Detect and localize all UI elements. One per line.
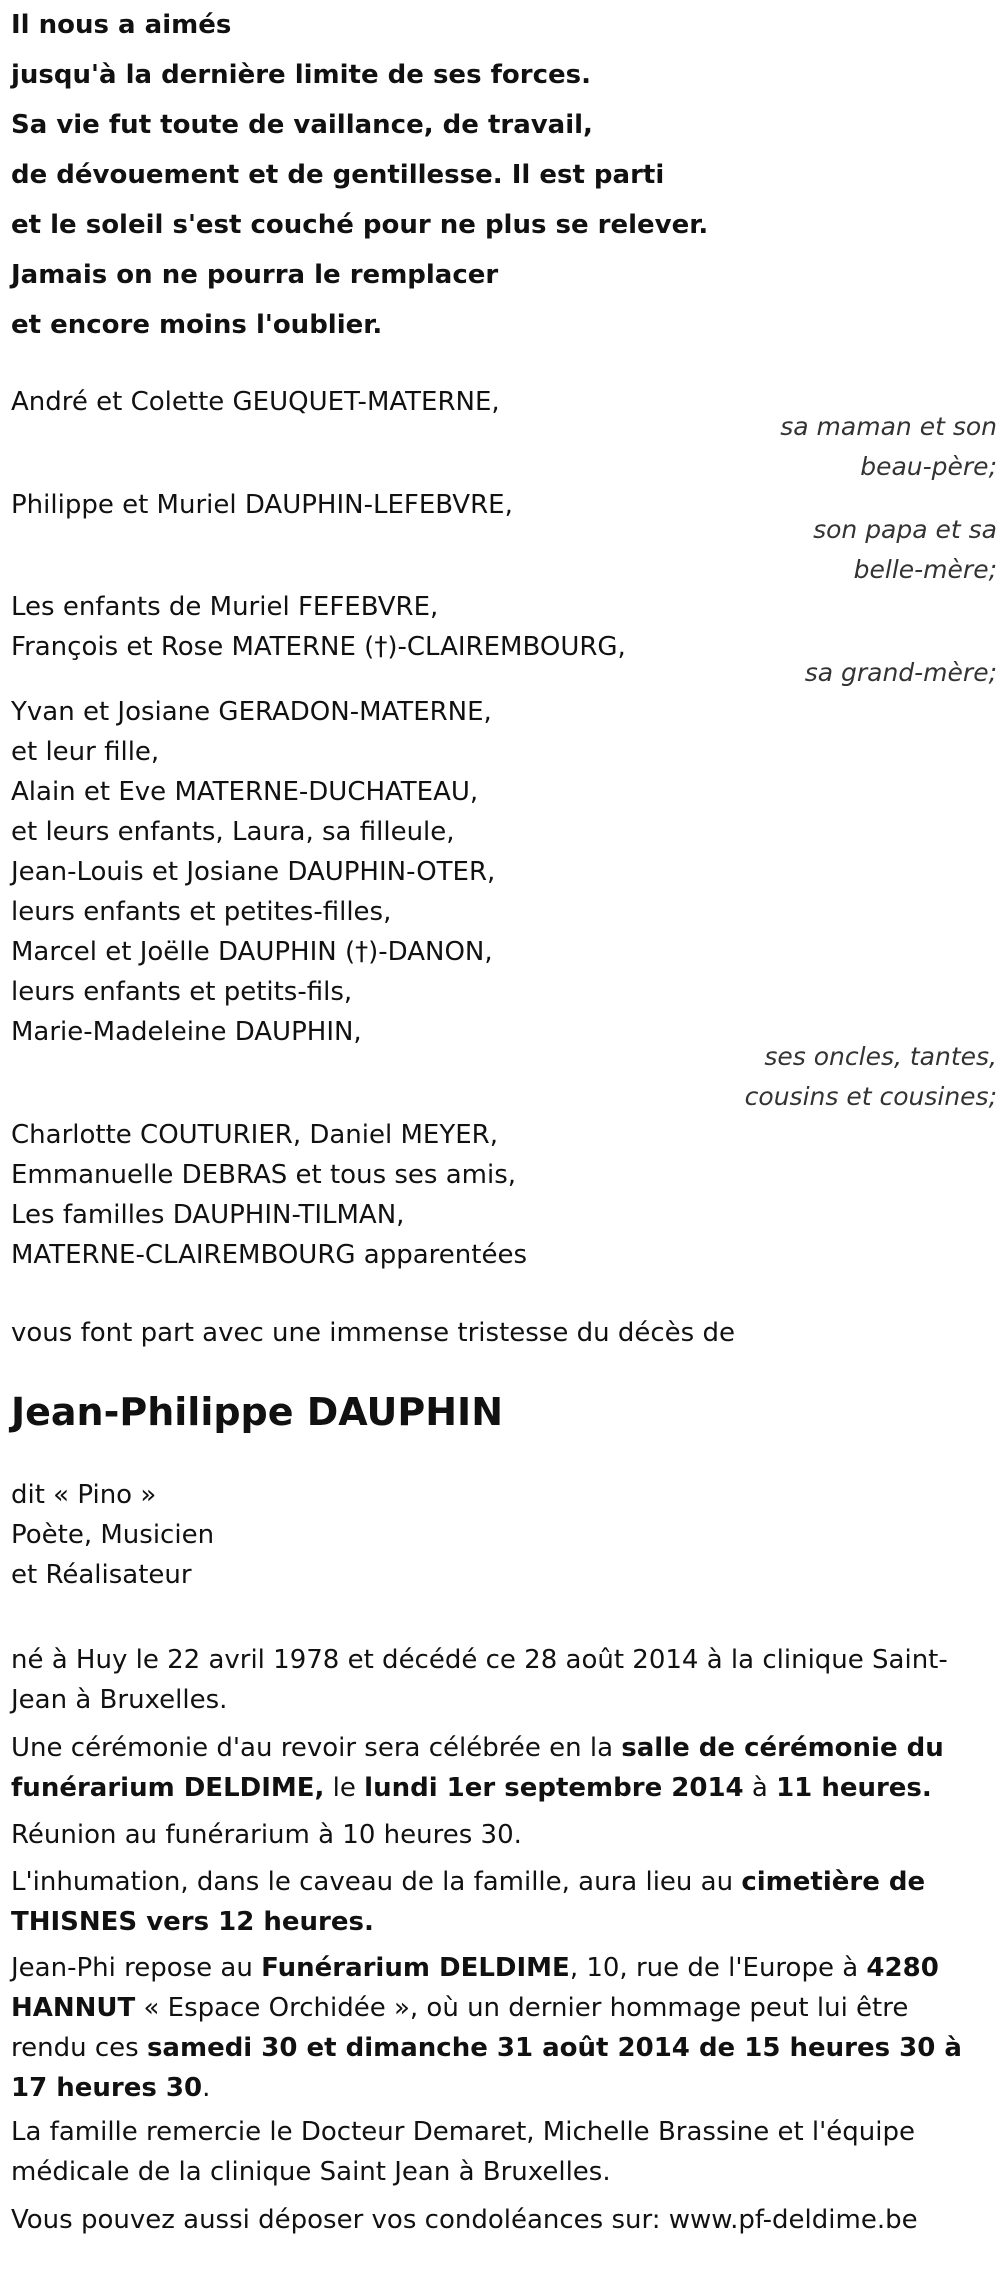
family-father: Philippe et Muriel DAUPHIN-LEFEBVRE, [11, 490, 513, 520]
relation-label: sa grand-mère; [804, 658, 997, 687]
friend-line: Charlotte COUTURIER, Daniel MEYER, [11, 1120, 498, 1150]
family-children-muriel: Les enfants de Muriel FEFEBVRE, [11, 592, 439, 622]
condolences-paragraph: Vous pouvez aussi déposer vos condoléances sur: www.pf-deldime.be [11, 2205, 918, 2235]
friend-line: MATERNE-CLAIREMBOURG apparentées [11, 1240, 528, 1270]
reunion-paragraph: Réunion au funérarium à 10 heures 30. [11, 1820, 522, 1850]
relative-line: et leurs enfants, Laura, sa filleule, [11, 817, 455, 847]
relation-label: son papa et sa [813, 515, 997, 544]
relative-line: et leur fille, [11, 737, 160, 767]
deceased-nickname: dit « Pino » [11, 1480, 157, 1510]
ceremony-paragraph: Une cérémonie d'au revoir sera célébrée en la salle de cérémonie du funérarium DELDIME, le lundi 1er septembre 2014 à 11 heures. [11, 1733, 944, 1803]
relative-line: Alain et Eve MATERNE-DUCHATEAU, [11, 777, 479, 807]
family-grandmother: François et Rose MATERNE (†)-CLAIREMBOURG, [11, 632, 626, 662]
thanks-paragraph: La famille remercie le Docteur Demaret, Michelle Brassine et l'équipe médicale de la clinique Saint Jean à Bruxelles. [11, 2117, 915, 2187]
poem-line: Sa vie fut toute de vaillance, de travail, [11, 110, 593, 140]
burial-paragraph: L'inhumation, dans le caveau de la famille, aura lieu au cimetière de THISNES vers 12 heures. [11, 1867, 926, 1937]
relative-line: Jean-Louis et Josiane DAUPHIN-OTER, [11, 857, 496, 887]
relation-label: cousins et cousines; [744, 1082, 997, 1111]
friend-line: Les familles DAUPHIN-TILMAN, [11, 1200, 405, 1230]
poem-line: de dévouement et de gentillesse. Il est parti [11, 160, 665, 190]
relative-line: Marcel et Joëlle DAUPHIN (†)-DANON, [11, 937, 493, 967]
poem-line: et le soleil s'est couché pour ne plus se relever. [11, 210, 709, 240]
relative-line: Marie-Madeleine DAUPHIN, [11, 1017, 362, 1047]
relation-label: belle-mère; [853, 555, 997, 584]
relative-line: leurs enfants et petits-fils, [11, 977, 353, 1007]
poem-line: Jamais on ne pourra le remplacer [11, 260, 499, 290]
relative-line: leurs enfants et petites-filles, [11, 897, 392, 927]
relation-label: sa maman et son [780, 412, 997, 441]
friend-line: Emmanuelle DEBRAS et tous ses amis, [11, 1160, 517, 1190]
relation-label: ses oncles, tantes, [764, 1042, 997, 1071]
poem-line: Il nous a aimés [11, 10, 232, 40]
poem-line: jusqu'à la dernière limite de ses forces. [11, 60, 591, 90]
repose-paragraph: Jean-Phi repose au Funérarium DELDIME, 10, rue de l'Europe à 4280 HANNUT « Espace Orchidée », où un dernier hommage peut lui être rendu ces samedi 30 et dimanche 31 août 2014 de 15 heures 30 à 17 heures 30. [11, 1953, 962, 2103]
deceased-role: Poète, Musicien [11, 1520, 215, 1550]
deceased-role: et Réalisateur [11, 1560, 192, 1590]
poem-line: et encore moins l'oublier. [11, 310, 383, 340]
relation-label: beau-père; [860, 452, 997, 481]
family-mother: André et Colette GEUQUET-MATERNE, [11, 387, 500, 417]
birth-death-paragraph: né à Huy le 22 avril 1978 et décédé ce 28 août 2014 à la clinique Saint-Jean à Bruxelles. [11, 1645, 948, 1715]
deceased-name: Jean-Philippe DAUPHIN [11, 1390, 503, 1434]
relative-line: Yvan et Josiane GERADON-MATERNE, [11, 697, 492, 727]
announcement: vous font part avec une immense tristesse du décès de [11, 1318, 735, 1348]
